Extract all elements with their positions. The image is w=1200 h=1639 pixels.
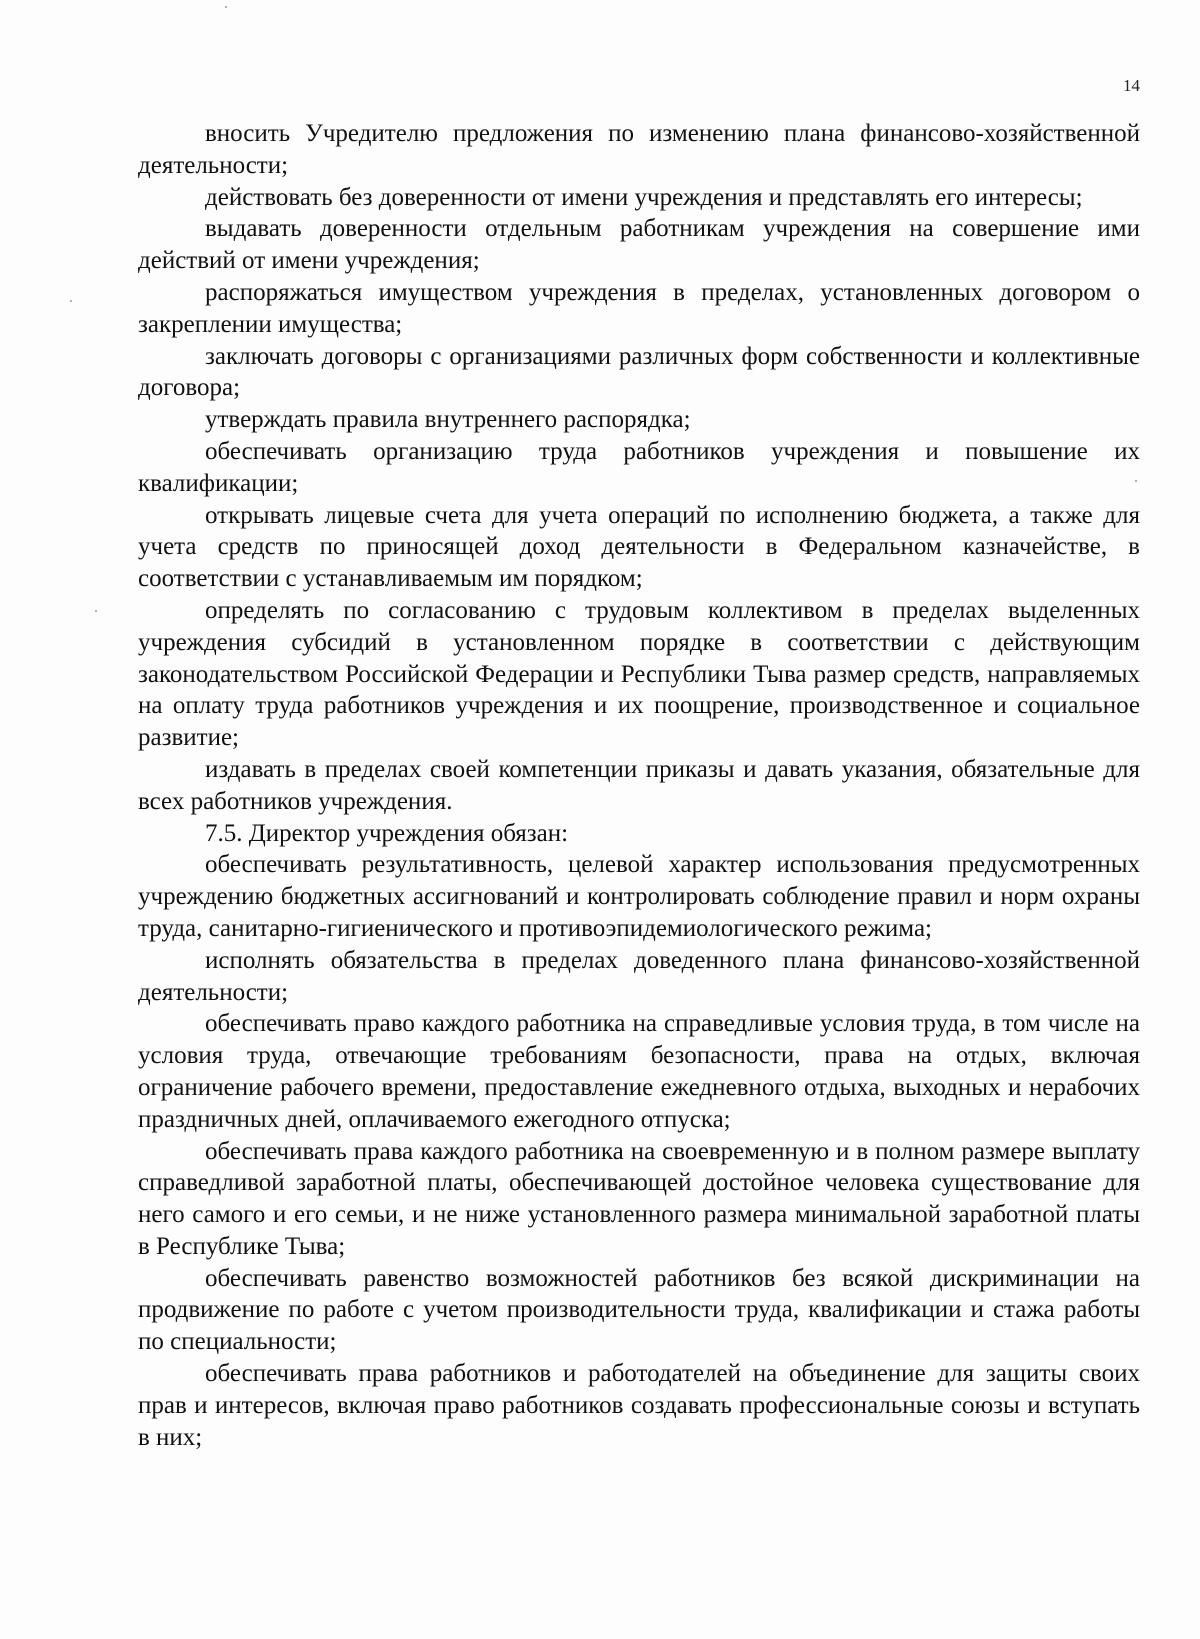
paragraph: издавать в пределах своей компетенции приказы и давать указания, обязательные для всех работников учреждения.: [138, 755, 1140, 815]
scan-speck: [225, 6, 227, 8]
paragraph: выдавать доверенности отдельным работникам учреждения на совершение ими действий от имени учреждения;: [138, 215, 1140, 275]
paragraph: обеспечивать результативность, целевой характер использования предусмотренных учреждению бюджетных ассигнований и контролировать соблюдение правил и норм охраны труда, санитарно-гигиенического и противоэпидемиологического режима;: [138, 851, 1140, 942]
paragraph: обеспечивать равенство возможностей работников без всякой дискриминации на продвижение по работе с учетом производительности труда, квалификации и стажа работы по специальности;: [138, 1264, 1140, 1356]
paragraph: заключать договоры с организациями различных форм собственности и коллективные договора;: [138, 342, 1140, 402]
paragraph: обеспечивать организацию труда работников учреждения и повышение их квалификации;: [138, 437, 1140, 497]
paragraph: обеспечивать права работников и работодателей на объединение для защиты своих прав и интересов, включая право работников создавать профессиональные союзы и вступать в них;: [138, 1360, 1140, 1451]
paragraph: обеспечивать право каждого работника на справедливые условия труда, в том числе на условия труда, отвечающие требованиям безопасности, права на отдых, включая ограничение рабочего времени, предоставление ежедневного отдыха, выходных и нерабочих праздничных дней, оплачиваемого ежегодного отпуска;: [138, 1010, 1140, 1133]
paragraph: утверждать правила внутреннего распорядка;: [205, 406, 691, 434]
paragraph: распоряжаться имуществом учреждения в пределах, установленных договором о закреплении имущества;: [138, 278, 1140, 338]
paragraph: исполнять обязательства в пределах доведенного плана финансово-хозяйственной деятельности;: [138, 946, 1140, 1006]
paragraph: обеспечивать права каждого работника на своевременную и в полном размере выплату справедливой заработной платы, обеспечивающей достойное человека существование для него самого и его семьи, и не ниже установленного размера минимальной заработной платы в Республике Тыва;: [138, 1137, 1140, 1260]
paragraph: действовать без доверенности от имени учреждения и представлять его интересы;: [205, 183, 1083, 211]
scan-speck: [70, 300, 72, 302]
scan-speck: [1135, 480, 1137, 482]
paragraph: определять по согласованию с трудовым коллективом в пределах выделенных учреждения субсидий в установленном порядке в соответствии с действующим законодательством Российской Федерации и Республики Тыва размер средств, направляемых на оплату труда работников учреждения и их поощрение, производственное и социальное развитие;: [138, 596, 1140, 752]
section-heading-7-5: 7.5. Директор учреждения обязан:: [205, 819, 569, 847]
scan-speck: [95, 610, 97, 612]
paragraph: вносить Учредителю предложения по изменению плана финансово-хозяйственной деятельности;: [138, 120, 1140, 179]
paragraph: открывать лицевые счета для учета операций по исполнению бюджета, а также для учета средств по приносящей доход деятельности в Федеральном казначействе, в соответствии с устанавливаемым им порядком;: [138, 501, 1140, 593]
document-body: [138, 118, 1140, 1453]
page-number: 14: [1123, 76, 1140, 95]
